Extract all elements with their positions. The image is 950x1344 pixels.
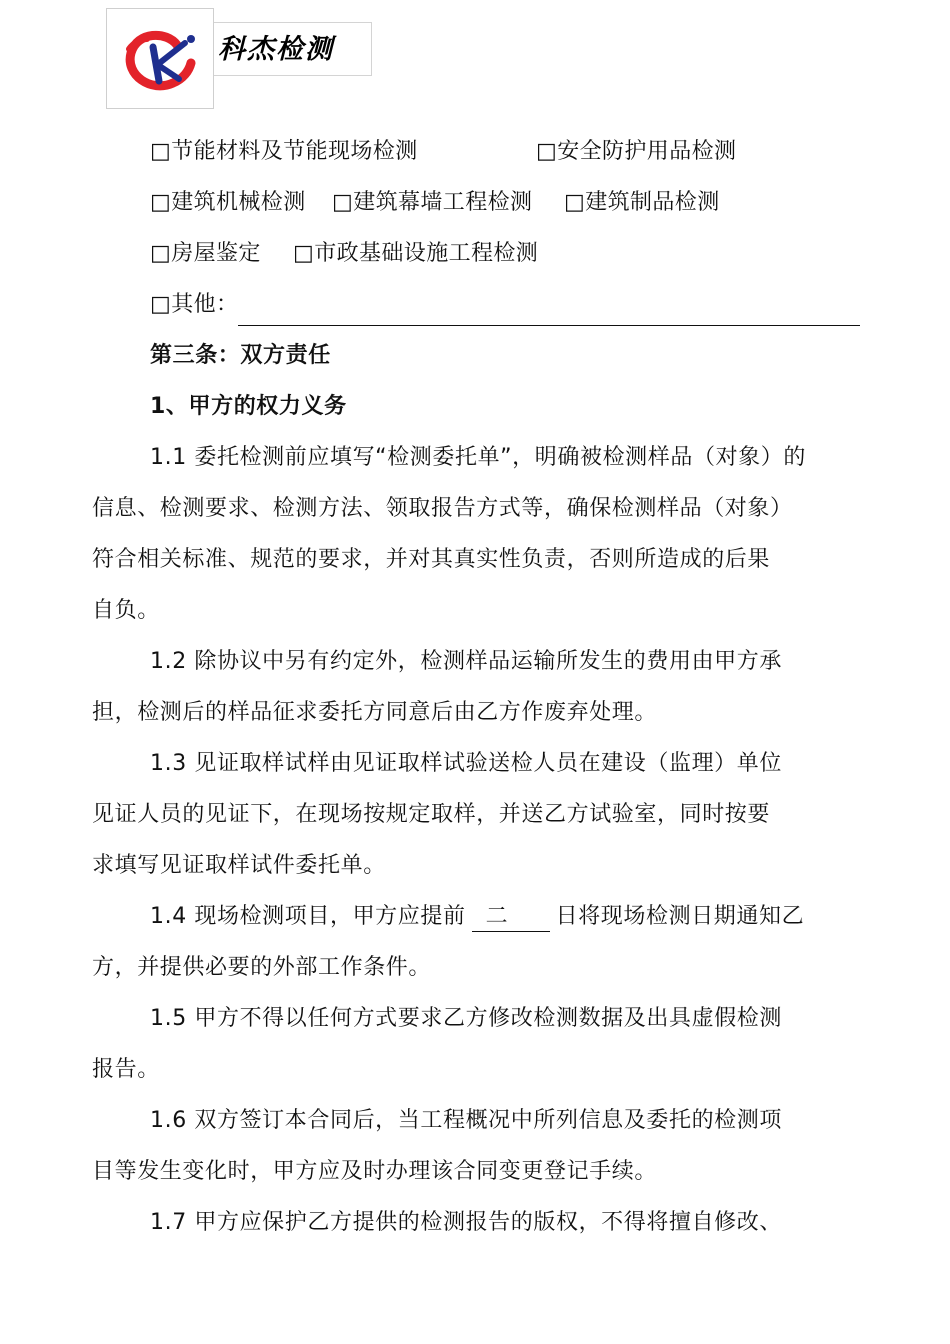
logo-text: 科杰检测	[214, 22, 372, 76]
checkbox-item-building-products[interactable]	[564, 188, 720, 218]
checkbox-icon: □	[564, 190, 586, 215]
paragraph-line: 1.1 委托检测前应填写“检测委托单”，明确被检测样品（对象）的	[150, 445, 806, 470]
paragraph-line: 1.5 甲方不得以任何方式要求乙方修改检测数据及出具虚假检测	[150, 1006, 782, 1031]
paragraph-line: 符合相关标准、规范的要求，并对其真实性负责，否则所造成的后果	[92, 547, 771, 572]
text-after-blank: 日将现场检测日期通知乙	[555, 904, 805, 929]
checkbox-label: 房屋鉴定	[171, 241, 261, 266]
checkbox-item-energy-saving[interactable]	[150, 137, 418, 167]
checkbox-label: 建筑机械检测	[171, 190, 306, 215]
checkbox-label: 其他：	[171, 292, 239, 317]
paragraph-line: 信息、检测要求、检测方法、领取报告方式等，确保检测样品（对象）	[92, 496, 793, 521]
checkbox-icon: □	[150, 190, 172, 215]
section-heading: 1、甲方的权力义务	[150, 394, 347, 419]
paragraph-line: 1.2 除协议中另有约定外，检测样品运输所发生的费用由甲方承	[150, 649, 782, 674]
checkbox-icon: □	[150, 139, 172, 164]
checkbox-icon: □	[150, 292, 172, 317]
days-fill-blank[interactable]: 二	[472, 903, 550, 932]
checkbox-label: 节能材料及节能现场检测	[171, 139, 418, 164]
paragraph-line: 报告。	[92, 1057, 160, 1082]
checkbox-icon: □	[293, 241, 315, 266]
paragraph-line: 见证人员的见证下，在现场按规定取样，并送乙方试验室，同时按要	[92, 802, 771, 827]
text-before-blank: 1.4 现场检测项目，甲方应提前	[150, 904, 466, 929]
checkbox-icon: □	[536, 139, 558, 164]
paragraph-line: 1.7 甲方应保护乙方提供的检测报告的版权，不得将擅自修改、	[150, 1210, 782, 1235]
paragraph-line: 自负。	[92, 598, 160, 623]
logo-mark-icon	[107, 9, 215, 110]
checkbox-item-safety-gear[interactable]	[536, 137, 736, 167]
paragraph-line: 目等发生变化时，甲方应及时办理该合同变更登记手续。	[92, 1159, 658, 1184]
company-logo	[106, 8, 214, 109]
checkbox-label: 市政基础设施工程检测	[314, 241, 539, 266]
checkbox-item-house-appraisal[interactable]	[150, 239, 261, 269]
paragraph-line: 求填写见证取样试件委托单。	[92, 853, 386, 878]
paragraph-line: 1.6 双方签订本合同后，当工程概况中所列信息及委托的检测项	[150, 1108, 782, 1133]
article-title: 第三条：双方责任	[150, 343, 331, 368]
checkbox-item-curtain-wall[interactable]	[332, 188, 532, 218]
paragraph-line: 1.3 见证取样试样由见证取样试验送检人员在建设（监理）单位	[150, 751, 782, 776]
paragraph-line: 方，并提供必要的外部工作条件。	[92, 955, 432, 980]
checkbox-icon: □	[150, 241, 172, 266]
other-fill-line[interactable]	[238, 325, 860, 326]
checkbox-icon: □	[332, 190, 354, 215]
checkbox-label: 建筑幕墙工程检测	[353, 190, 533, 215]
checkbox-item-other[interactable]	[150, 290, 238, 320]
paragraph-line: 担，检测后的样品征求委托方同意后由乙方作废弃处理。	[92, 700, 658, 725]
checkbox-label: 建筑制品检测	[585, 190, 720, 215]
checkbox-label: 安全防护用品检测	[557, 139, 737, 164]
paragraph-line-with-blank	[150, 902, 936, 932]
checkbox-item-construction-machinery[interactable]	[150, 188, 306, 218]
checkbox-item-municipal-infrastructure[interactable]	[293, 239, 538, 269]
